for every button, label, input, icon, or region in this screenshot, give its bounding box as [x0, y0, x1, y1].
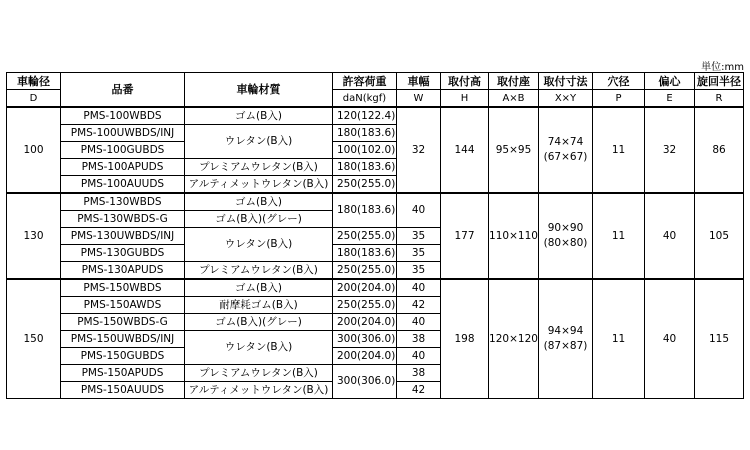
material-cell: プレミアムウレタン(B入) [185, 262, 333, 280]
mount-height-cell: 144 [441, 107, 489, 193]
material-cell: ウレタン(B入) [185, 331, 333, 365]
header-width: 車幅 [397, 73, 441, 90]
mount-dims-cell [539, 279, 593, 399]
header-material: 車輪材質 [185, 73, 333, 108]
offset-cell: 40 [645, 279, 695, 399]
hole-cell: 11 [593, 107, 645, 193]
load-cell: 250(255.0) [333, 297, 397, 314]
mount-dims-value: 90×90 [547, 222, 584, 234]
mount-plate-cell: 120×120 [489, 279, 539, 399]
material-cell: ウレタン(B入) [185, 125, 333, 159]
header-offset-unit: E [645, 90, 695, 108]
unit-label: 単位:mm [701, 62, 744, 73]
load-cell: 180(183.6) [333, 193, 397, 228]
load-cell: 300(306.0) [333, 365, 397, 399]
material-cell: ウレタン(B入) [185, 228, 333, 262]
part-no-cell: PMS-130WBDS-G [61, 211, 185, 228]
mount-dims-cell [539, 193, 593, 279]
load-cell: 200(204.0) [333, 314, 397, 331]
part-no-cell: PMS-130GUBDS [61, 245, 185, 262]
width-cell: 40 [397, 279, 441, 297]
header-mount-plate: 取付座 [489, 73, 539, 90]
load-cell: 250(255.0) [333, 176, 397, 194]
load-cell: 300(306.0) [333, 331, 397, 348]
table-body [7, 107, 744, 399]
header-diameter: 車輪径 [7, 73, 61, 90]
part-no-cell: PMS-100APUDS [61, 159, 185, 176]
header-hole-unit: P [593, 90, 645, 108]
width-cell: 40 [397, 348, 441, 365]
material-cell: プレミアムウレタン(B入) [185, 365, 333, 382]
header-offset: 偏心 [645, 73, 695, 90]
width-cell: 40 [397, 193, 441, 228]
hole-cell: 11 [593, 279, 645, 399]
width-cell: 40 [397, 314, 441, 331]
part-no-cell: PMS-100AUUDS [61, 176, 185, 194]
part-no-cell: PMS-150APUDS [61, 365, 185, 382]
width-cell: 35 [397, 262, 441, 280]
mount-dims-alt-value: (87×87) [543, 340, 588, 352]
part-no-cell: PMS-130WBDS [61, 193, 185, 211]
hole-cell: 11 [593, 193, 645, 279]
mount-dims-value: 74×74 [547, 136, 584, 148]
diameter-cell: 130 [7, 193, 61, 279]
header-load: 許容荷重 [333, 73, 397, 90]
header-swivel-radius-unit: R [695, 90, 744, 108]
header-part-no: 品番 [61, 73, 185, 108]
part-no-cell: PMS-150AUUDS [61, 382, 185, 399]
swivel-radius-cell: 105 [695, 193, 744, 279]
table-header [7, 73, 744, 108]
mount-dims-cell [539, 107, 593, 193]
header-swivel-radius: 旋回半径 [695, 73, 744, 90]
table-row [7, 193, 744, 211]
header-mount-height-unit: H [441, 90, 489, 108]
material-cell: 耐摩耗ゴム(B入) [185, 297, 333, 314]
diameter-cell: 100 [7, 107, 61, 193]
width-cell: 38 [397, 331, 441, 348]
material-cell: ゴム(B入) [185, 279, 333, 297]
load-cell: 250(255.0) [333, 228, 397, 245]
material-cell: アルティメットウレタン(B入) [185, 176, 333, 194]
header-hole: 穴径 [593, 73, 645, 90]
offset-cell: 32 [645, 107, 695, 193]
load-cell: 250(255.0) [333, 262, 397, 280]
diameter-cell: 150 [7, 279, 61, 399]
swivel-radius-cell: 115 [695, 279, 744, 399]
width-cell: 42 [397, 297, 441, 314]
part-no-cell: PMS-100GUBDS [61, 142, 185, 159]
header-load-unit: daN(kgf) [333, 90, 397, 108]
load-cell: 180(183.6) [333, 159, 397, 176]
spec-table [6, 72, 744, 399]
mount-plate-cell: 110×110 [489, 193, 539, 279]
part-no-cell: PMS-100WBDS [61, 107, 185, 125]
table-row [7, 279, 744, 297]
table-row [7, 107, 744, 125]
material-cell: ゴム(B入) [185, 193, 333, 211]
width-cell: 38 [397, 365, 441, 382]
header-mount-dims: 取付寸法 [539, 73, 593, 90]
header-mount-dims-unit: X×Y [539, 90, 593, 108]
offset-cell: 40 [645, 193, 695, 279]
part-no-cell: PMS-130UWBDS/INJ [61, 228, 185, 245]
load-cell: 120(122.4) [333, 107, 397, 125]
load-cell: 200(204.0) [333, 279, 397, 297]
mount-dims-alt-value: (80×80) [543, 237, 588, 249]
header-mount-plate-unit: A×B [489, 90, 539, 108]
part-no-cell: PMS-150AWDS [61, 297, 185, 314]
width-cell: 35 [397, 228, 441, 245]
mount-height-cell: 177 [441, 193, 489, 279]
material-cell: ゴム(B入)(グレー) [185, 211, 333, 228]
header-diameter-unit: D [7, 90, 61, 108]
part-no-cell: PMS-130APUDS [61, 262, 185, 280]
load-cell: 180(183.6) [333, 125, 397, 142]
mount-dims-alt-value: (67×67) [543, 151, 588, 163]
part-no-cell: PMS-150GUBDS [61, 348, 185, 365]
width-cell: 35 [397, 245, 441, 262]
swivel-radius-cell: 86 [695, 107, 744, 193]
material-cell: アルティメットウレタン(B入) [185, 382, 333, 399]
material-cell: ゴム(B入) [185, 107, 333, 125]
part-no-cell: PMS-150WBDS [61, 279, 185, 297]
width-cell: 42 [397, 382, 441, 399]
part-no-cell: PMS-100UWBDS/INJ [61, 125, 185, 142]
mount-plate-cell: 95×95 [489, 107, 539, 193]
material-cell: ゴム(B入)(グレー) [185, 314, 333, 331]
header-mount-height: 取付高 [441, 73, 489, 90]
mount-height-cell: 198 [441, 279, 489, 399]
width-cell: 32 [397, 107, 441, 193]
material-cell: プレミアムウレタン(B入) [185, 159, 333, 176]
part-no-cell: PMS-150WBDS-G [61, 314, 185, 331]
load-cell: 200(204.0) [333, 348, 397, 365]
part-no-cell: PMS-150UWBDS/INJ [61, 331, 185, 348]
load-cell: 180(183.6) [333, 245, 397, 262]
mount-dims-value: 94×94 [547, 325, 584, 337]
header-width-unit: W [397, 90, 441, 108]
load-cell: 100(102.0) [333, 142, 397, 159]
